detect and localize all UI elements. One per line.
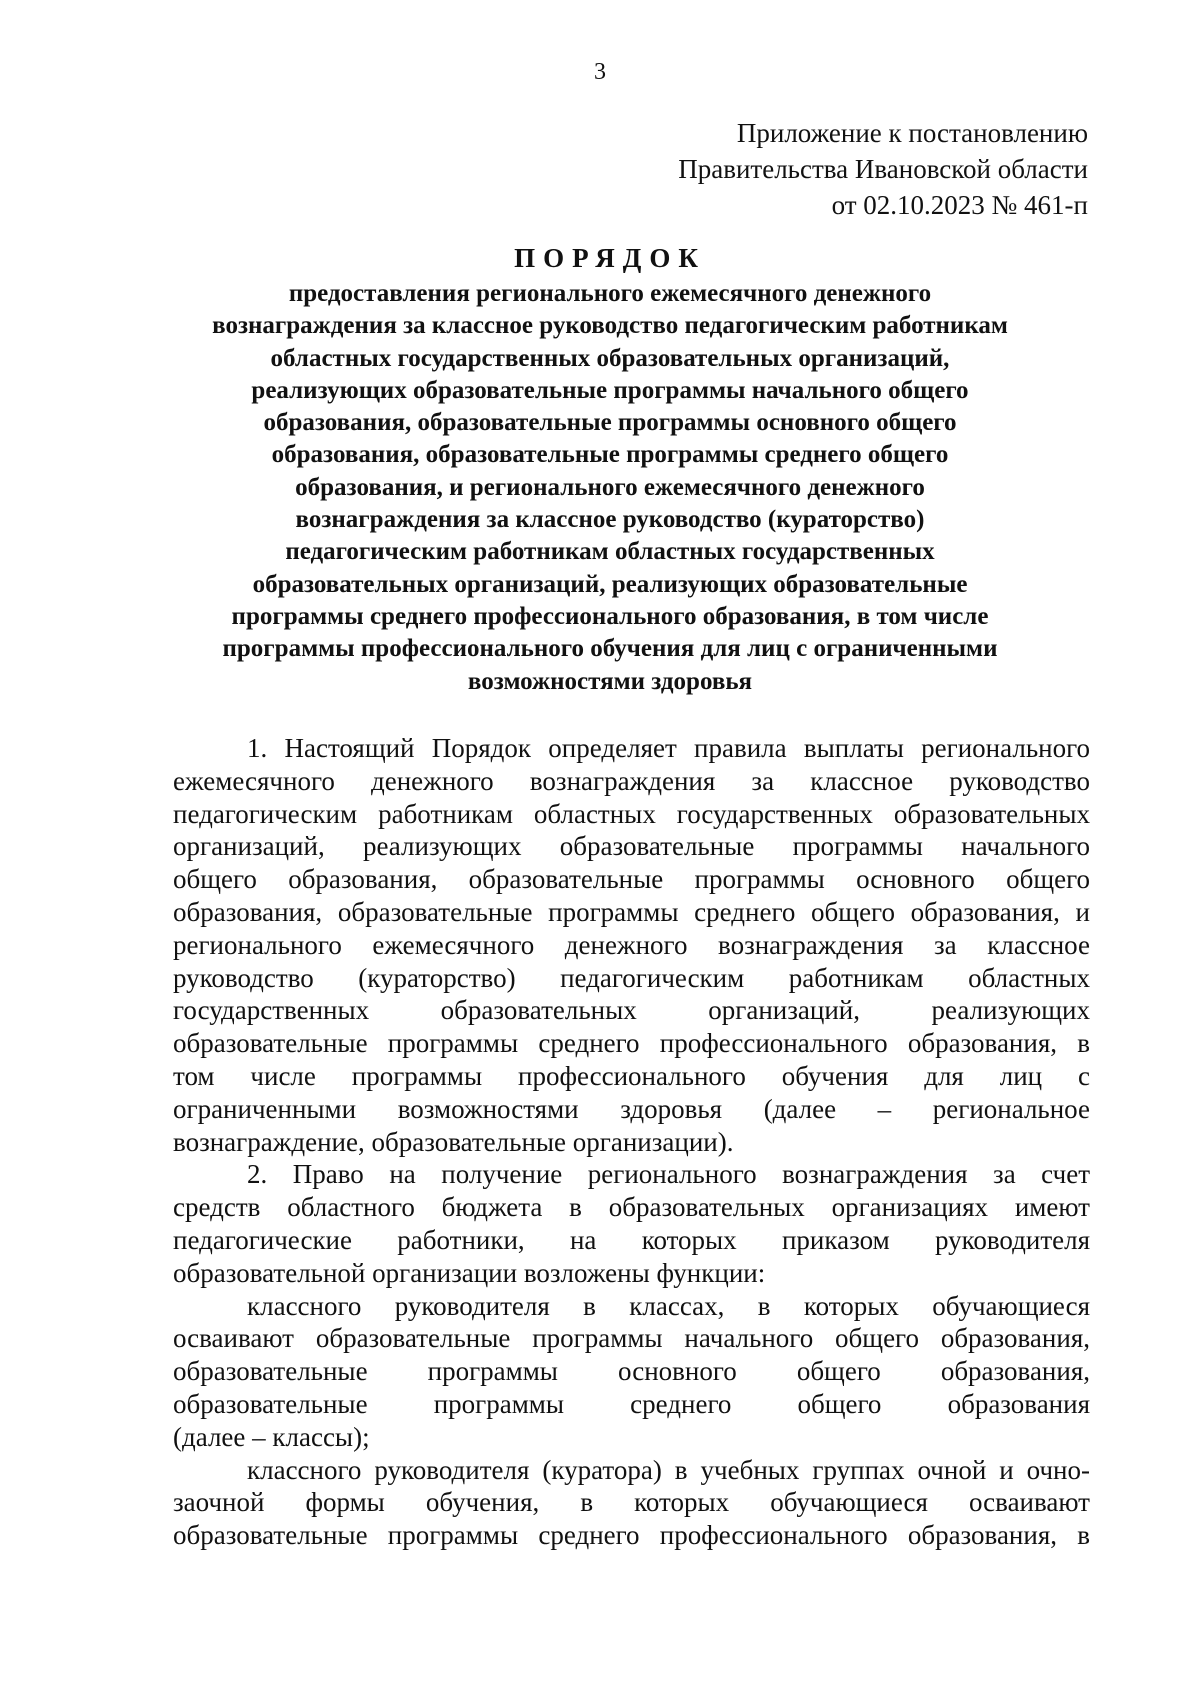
paragraph-line: образовательные программы среднего профессионального образования, в [173,1028,1090,1059]
document-body [173,732,1090,1552]
page-number: 3 [594,59,606,85]
paragraph-line: 1. Настоящий Порядок определяет правила выплаты регионального [247,733,1090,763]
paragraph-line: ограниченными возможностями здоровья (далее – региональное [173,1093,1090,1124]
paragraph-line: руководство (кураторство) педагогическим работникам областных [173,962,1090,993]
title-line: программы среднего профессионального образования, в том числе [231,602,989,630]
paragraph-line: заочной формы обучения, в которых обучающиеся осваивают [173,1487,1090,1518]
appendix-reference [678,115,1088,223]
title-line: педагогическим работникам областных государственных [285,538,935,566]
paragraph-line: педагогическим работникам областных государственных образовательных [173,798,1090,829]
paragraph-line: том числе программы профессионального обучения для лиц с [173,1060,1090,1091]
appendix-line: Приложение к постановлению [736,118,1088,148]
appendix-line: Правительства Ивановской области [678,154,1088,184]
title-line: реализующих образовательные программы начального общего [251,376,969,404]
paragraph-line: организаций, реализующих образовательные программы начального [173,831,1090,862]
title-line: вознаграждения за классное руководство (кураторство) [295,506,925,534]
title-heading: ПОРЯДОК [514,243,706,273]
title-line: вознаграждения за классное руководство педагогическим работникам [212,312,1008,340]
title-line: образовательных организаций, реализующих образовательные [252,570,968,598]
paragraph-line: (далее – классы); [173,1421,370,1452]
paragraph-line: образовательной организации возложены функции: [173,1257,766,1288]
paragraph-line: образовательные программы среднего профессионального образования, в [173,1520,1090,1551]
paragraph-line: классного руководителя в классах, в которых обучающиеся [247,1290,1090,1321]
paragraph-line: педагогические работники, на которых приказом руководителя [173,1224,1090,1255]
document-title [160,240,1060,698]
title-line: областных государственных образовательных организаций, [270,344,950,372]
paragraph-line: регионального ежемесячного денежного вознаграждения за классное [173,929,1090,960]
title-line: образования, образовательные программы среднего общего [271,441,949,469]
title-line: программы профессионального обучения для лиц с ограниченными [222,635,998,663]
paragraph-line: образовательные программы основного общего образования, [173,1356,1090,1387]
appendix-line: от 02.10.2023 № 461-п [831,190,1088,220]
paragraph-line: образовательные программы среднего общего образования [173,1388,1090,1419]
title-line: образования, образовательные программы основного общего [263,409,957,437]
paragraph-line: средств областного бюджета в образовательных организациях имеют [173,1192,1090,1223]
title-line: возможностями здоровья [467,667,753,695]
paragraph-line: образования, образовательные программы среднего общего образования, и [173,896,1090,927]
paragraph-line: осваивают образовательные программы начального общего образования, [173,1323,1090,1354]
paragraph-line: вознаграждение, образовательные организации). [173,1126,734,1157]
title-line: предоставления регионального ежемесячного денежного [288,280,932,307]
title-subtitle [160,278,1060,698]
paragraph-line: общего образования, образовательные программы основного общего [173,864,1090,895]
title-line: образования, и регионального ежемесячного денежного [295,473,925,501]
paragraph-line: классного руководителя (куратора) в учебных группах очной и очно- [247,1454,1090,1485]
paragraph-line: 2. Право на получение регионального вознаграждения за счет [247,1159,1090,1190]
paragraph-line: ежемесячного денежного вознаграждения за классное руководство [173,765,1090,796]
paragraph-line: государственных образовательных организаций, реализующих [173,995,1090,1026]
